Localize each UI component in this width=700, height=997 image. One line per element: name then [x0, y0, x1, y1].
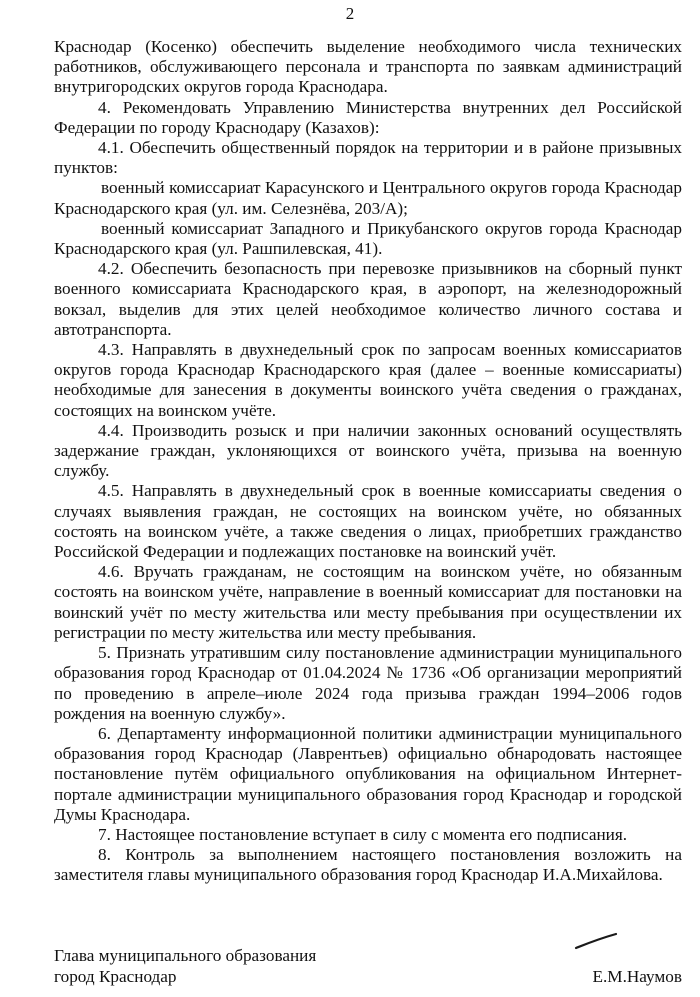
paragraph-item-8: 8. Контроль за выполнением настоящего постановления возложить на заместителя главы муниципального образования город Краснодар И.А.Михайлова. — [54, 845, 682, 885]
paragraph-address-2: военный комиссариат Западного и Прикубанского округов города Краснодар Краснодарского края (ул. Рашпилевская, 41). — [54, 218, 682, 259]
signatory-title-line-1: Глава муниципального образования — [54, 946, 317, 965]
paragraph-item-7: 7. Настоящее постановление вступает в силу с момента его подписания. — [98, 824, 628, 844]
handwritten-signature-mark — [574, 932, 618, 952]
paragraph-item-4-3: 4.3. Направлять в двухнедельный срок по запросам военных комиссариатов округов города Краснодар Краснодарского края (далее – военные комиссариаты) необходимые для занесения в документы воинского учёта сведения о гражданах, состоящих на воинском учёте. — [54, 340, 682, 420]
paragraph-item-5: 5. Признать утратившим силу постановление администрации муниципального образования город Краснодар от 01.04.2024 № 1736 «Об организации мероприятий по проведению в апреле–июле 2024 года призыва граждан 1994–2006 годов рождения на военную службу». — [54, 643, 682, 723]
paragraph-item-4-6: 4.6. Вручать гражданам, не состоящим на воинском учёте, но обязанным состоять на воинском учёте, направление в военный комиссариат для постановки на воинский учёт по месту жительства или месту пребывания при осуществлении их регистрации по месту жительства или месту пребывания. — [54, 562, 682, 642]
signatory-title-line-2: город Краснодар — [54, 966, 177, 986]
document-body — [54, 37, 682, 886]
paragraph-item-6: 6. Департаменту информационной политики администрации муниципального образования город Краснодар (Лаврентьев) официально обнародовать настоящее постановление путём официального опубликования на официальном Интернет-портале администрации муниципального образования город Краснодар и городской Думы Краснодара. — [54, 723, 682, 824]
signatory-title — [54, 946, 316, 987]
paragraph-item-4-2: 4.2. Обеспечить безопасность при перевозке призывников на сборный пункт военного комиссариата Краснодарского края, в аэропорт, на железнодорожный вокзал, выделив для этих целей необходимое количество личного состава и автотранспорта. — [54, 259, 682, 339]
paragraph-item-4: 4. Рекомендовать Управлению Министерства внутренних дел Российской Федерации по городу Краснодару (Казахов): — [54, 97, 682, 137]
paragraph-item-4-5: 4.5. Направлять в двухнедельный срок в военные комиссариаты сведения о случаях выявления граждан, не состоящих на воинском учёте, но обязанных состоять на воинском учёте, а также сведения о лицах, приобретших гражданство Российской Федерации и подлежащих постановке на воинский учёт. — [54, 481, 682, 562]
signatory-name: Е.М.Наумов — [592, 967, 682, 986]
page-number: 2 — [345, 4, 355, 23]
paragraph-address-1: военный комиссариат Карасунского и Центрального округов города Краснодар Краснодарского края (ул. им. Селезнёва, 203/А); — [54, 178, 682, 218]
paragraph-continuation: Краснодар (Косенко) обеспечить выделение необходимого числа технических работников, обслуживающего персонала и транспорта по заявкам администраций внутригородских округов города Краснодара. — [54, 37, 682, 97]
paragraph-item-4-1: 4.1. Обеспечить общественный порядок на территории и в районе призывных пунктов: — [54, 138, 682, 178]
paragraph-item-4-4: 4.4. Производить розыск и при наличии законных оснований осуществлять задержание граждан, уклоняющихся от воинского учёта, призыва на военную службу. — [54, 420, 682, 481]
